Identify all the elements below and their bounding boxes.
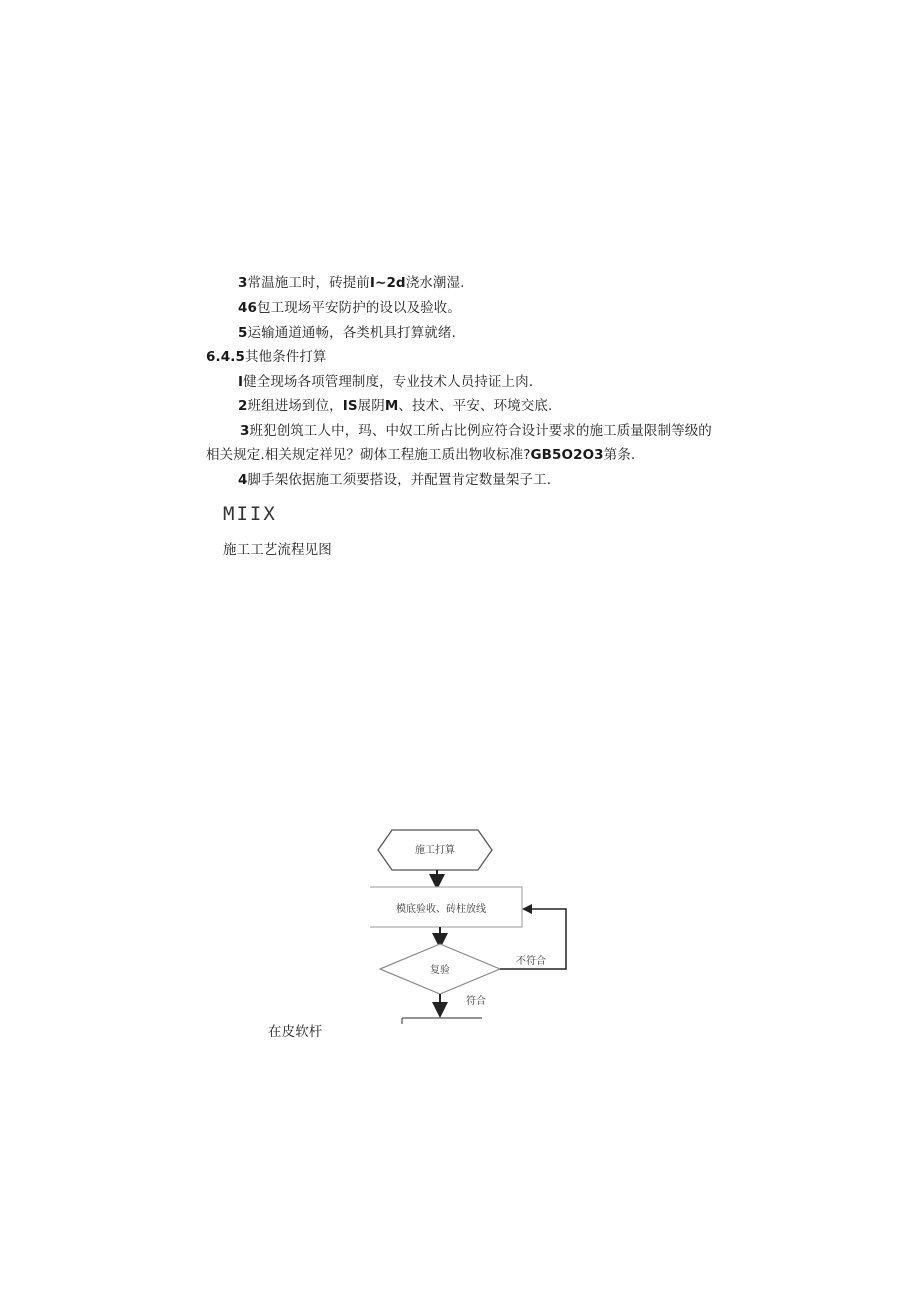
line-regulations	[206, 446, 635, 464]
line-number: 5	[238, 325, 248, 341]
line-safety-protection	[238, 299, 461, 317]
process-flowchart	[370, 822, 585, 1024]
line-number: 46	[238, 300, 257, 316]
line-transport	[238, 324, 456, 342]
line-number: 3	[240, 423, 250, 439]
line-number: 3	[238, 275, 248, 291]
section-heading: MIIX	[223, 503, 277, 525]
line-bold: I~2d	[369, 275, 406, 291]
bottom-label: 在皮软杆	[268, 1024, 323, 1040]
line-team-entry	[238, 397, 552, 415]
line-text-3: 、技术、平安、环境交底.	[398, 398, 553, 414]
start-label: 施工打算	[415, 845, 455, 856]
line-text-2: 第条.	[603, 447, 636, 463]
line-text: 班组进场到位，	[247, 398, 343, 414]
line-text-2: 浇水潮湿.	[405, 275, 465, 291]
no-branch-arrowhead	[522, 904, 532, 914]
line-scaffolding	[238, 471, 551, 489]
section-number: 6.4.5	[206, 349, 245, 365]
process-label: 模底验收、砖柱放线	[396, 904, 486, 915]
section-title: 其他条件打算	[244, 349, 327, 365]
line-text: 脚手架依据施工须要搭设，并配置肯定数量架子工.	[247, 472, 552, 488]
line-text: 班犯创筑工人中，玛、中奴工所占比例应符合设计要求的施工质量限制等级的	[249, 423, 712, 439]
section-title-6-4-5	[206, 348, 327, 366]
line-workers-ratio	[240, 422, 712, 440]
line-number: 2	[238, 398, 248, 414]
decision-label: 复验	[430, 965, 450, 976]
line-text: 常温施工时，砖提前	[247, 275, 370, 291]
line-bold: IS	[342, 398, 358, 414]
line-text: 相关规定.相关规定祥见？砌体工程施工质出物收标准?	[206, 447, 531, 463]
line-bold-2: M	[384, 398, 399, 414]
line-watering	[238, 274, 465, 292]
no-branch-label: 不符合	[516, 956, 546, 967]
line-text: 包工现场平安防护的设以及验收。	[257, 300, 461, 316]
yes-branch-label: 符合	[466, 996, 486, 1007]
line-text: 运输通道通畅，各类机具打算就绪.	[247, 325, 456, 341]
line-bold: GB5O2O3	[530, 447, 604, 463]
line-number: 4	[238, 472, 248, 488]
line-management	[238, 373, 533, 391]
line-number: I	[238, 374, 244, 390]
flow-caption: 施工工艺流程见图	[223, 542, 332, 558]
line-text: 健全现场各项管理制度，专业技术人员持证上肉.	[243, 374, 534, 390]
line-text-2: 展阴	[357, 398, 385, 414]
